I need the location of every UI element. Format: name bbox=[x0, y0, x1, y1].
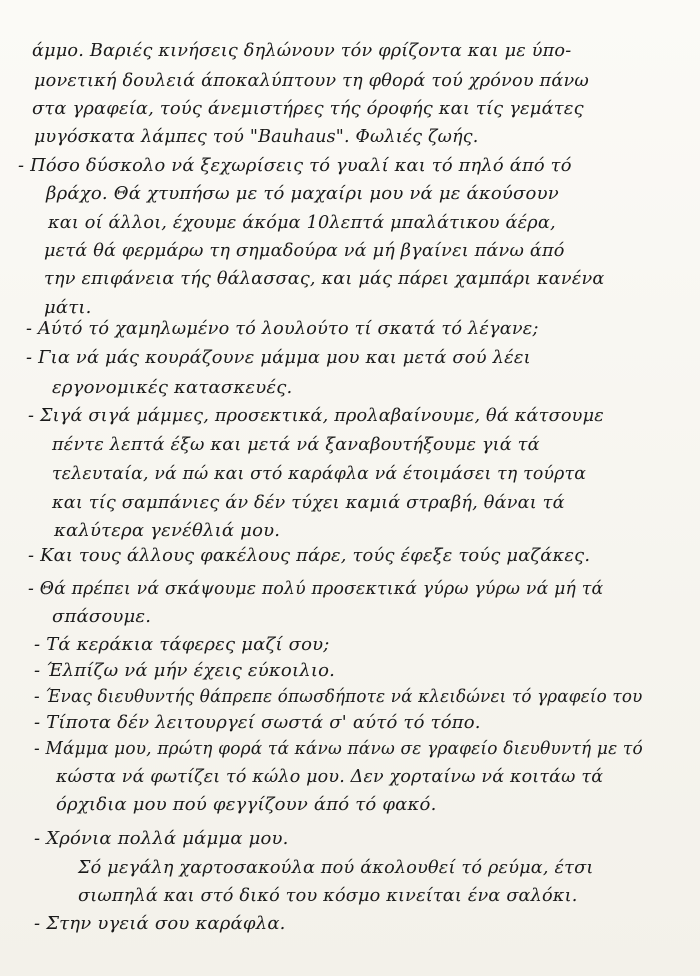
text-line: - Τίποτα δέν λειτουργεί σωστά σ' αύτό τό τόπο. bbox=[34, 712, 481, 733]
text-line: - Χρόνια πολλά μάμμα μου. bbox=[34, 828, 289, 849]
text-line: - Θά πρέπει νά σκάψουμε πολύ προσεκτικά γύρω γύρω νά μή τά bbox=[28, 578, 604, 599]
text-line: κώστα νά φωτίζει τό κώλο μου. Δεν χορταίνω νά κοιτάω τά bbox=[56, 766, 604, 787]
text-line: μονετική δουλειά άποκαλύπτουν τη φθορά τού χρόνου πάνω bbox=[34, 70, 589, 91]
text-line: την επιφάνεια τής θάλασσας, και μάς πάρει χαμπάρι κανένα bbox=[44, 268, 605, 289]
text-line: και τίς σαμπάνιες άν δέν τύχει καμιά στραβή, θάναι τά bbox=[52, 492, 565, 513]
text-line: άμμο. Βαριές κινήσεις δηλώνουν τόν φρίζοντα και με ύπο- bbox=[32, 40, 572, 61]
text-line: πέντε λεπτά έξω και μετά νά ξαναβουτήξουμε γιά τά bbox=[52, 434, 540, 455]
text-line: βράχο. Θά χτυπήσω με τό μαχαίρι μου νά με άκούσουν bbox=[46, 183, 559, 204]
text-line: μάτι. bbox=[44, 297, 92, 318]
text-line: - Και τους άλλους φακέλους πάρε, τούς έφεξε τούς μαζάκες. bbox=[28, 545, 591, 566]
text-line: - Για νά μάς κουράζουνε μάμμα μου και μετά σού λέει bbox=[26, 347, 531, 368]
text-line: στα γραφεία, τούς άνεμιστήρες τής όροφής και τίς γεμάτες bbox=[32, 98, 584, 119]
text-line: και οί άλλοι, έχουμε άκόμα 10λεπτά μπαλάτικου άέρα, bbox=[48, 212, 556, 233]
text-line: εργονομικές κατασκευές. bbox=[52, 377, 293, 398]
text-line: - Στην υγειά σου καράφλα. bbox=[34, 913, 286, 934]
text-line: - Σιγά σιγά μάμμες, προσεκτικά, προλαβαίνουμε, θά κάτσουμε bbox=[28, 405, 604, 426]
text-line: σιωπηλά και στό δικό του κόσμο κινείται ένα σαλόκι. bbox=[78, 885, 578, 906]
text-line: καλύτερα γενέθλιά μου. bbox=[54, 520, 281, 541]
text-line: - Έλπίζω νά μήν έχεις εύκοιλιο. bbox=[34, 660, 336, 681]
text-line: - Αύτό τό χαμηλωμένο τό λουλούτο τί σκατά τό λέγανε; bbox=[26, 318, 539, 339]
text-line: τελευταία, νά πώ και στό καράφλα νά έτοιμάσει τη τούρτα bbox=[52, 463, 587, 484]
text-line: Σό μεγάλη χαρτοσακούλα πού άκολουθεί τό ρεύμα, έτσι bbox=[78, 857, 594, 878]
text-line: - Ένας διευθυντής θάπρεπε όπωσδήποτε νά κλειδώνει τό γραφείο του bbox=[34, 686, 643, 707]
text-line: όρχιδια μου πού φεγγίζουν άπό τό φακό. bbox=[56, 794, 437, 815]
text-line: μετά θά φερμάρω τη σημαδούρα νά μή βγαίνει πάνω άπό bbox=[44, 240, 565, 261]
text-line: - Τά κεράκια τάφερες μαζί σου; bbox=[34, 634, 330, 655]
text-line: μυγόσκατα λάμπες τού "Bauhaus". Φωλιές ζωής. bbox=[34, 126, 479, 147]
text-line: - Μάμμα μου, πρώτη φορά τά κάνω πάνω σε γραφείο διευθυντή με τό bbox=[34, 738, 643, 759]
text-line: - Πόσο δύσκολο νά ξεχωρίσεις τό γυαλί και τό πηλό άπό τό bbox=[18, 155, 572, 176]
text-line: σπάσουμε. bbox=[52, 606, 152, 627]
